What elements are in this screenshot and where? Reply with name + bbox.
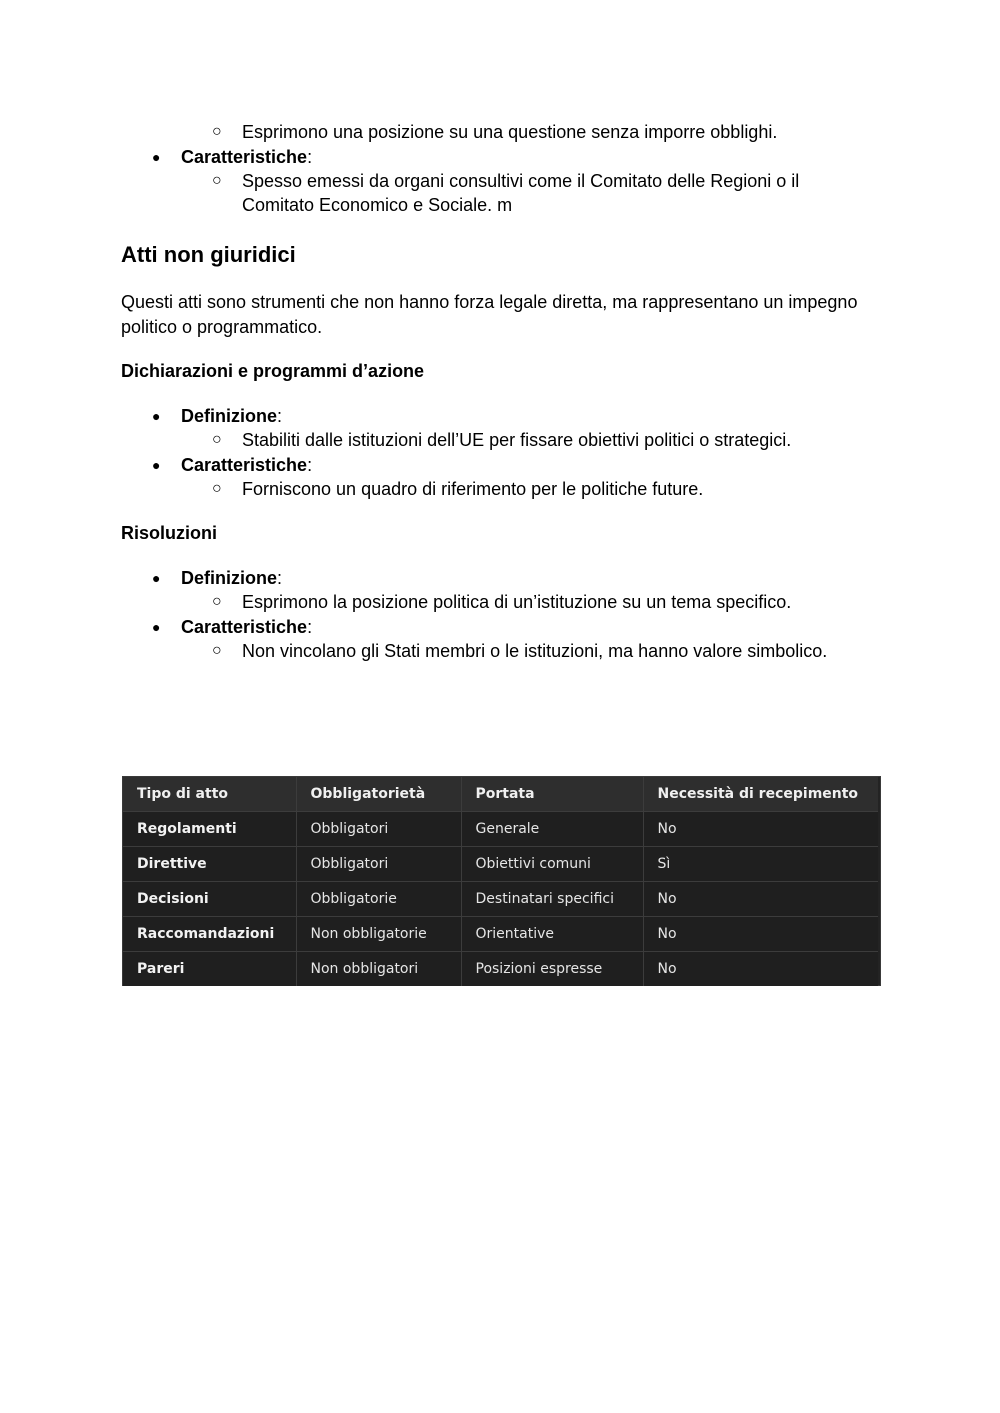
section-heading: Atti non giuridici — [121, 242, 296, 267]
colon: : — [307, 617, 313, 637]
column-header: Tipo di atto — [123, 777, 296, 812]
list-item-label — [181, 615, 312, 639]
table-cell: Obiettivi comuni — [461, 847, 643, 882]
table-cell: Regolamenti — [123, 812, 296, 847]
table-row — [123, 952, 878, 987]
sub-bullet-icon: ○ — [212, 480, 222, 497]
table-cell: Orientative — [461, 917, 643, 952]
list-item-label-text: Caratteristiche — [181, 147, 308, 167]
bullet-icon: ● — [152, 619, 161, 635]
list-item-text: Esprimono la posizione politica di un’istituzione su un tema specifico. — [242, 592, 792, 612]
comparison-table — [123, 777, 878, 986]
list-item-text: Spesso emessi da organi consultivi come il Comitato delle Regioni o il — [242, 171, 800, 191]
bullet-icon: ● — [152, 457, 161, 473]
table-cell: No — [643, 882, 878, 917]
table-header-row — [123, 777, 878, 812]
table-cell: Sì — [643, 847, 878, 882]
list-item-label — [181, 566, 282, 590]
paragraph-line: politico o programmatico. — [121, 317, 323, 337]
table-cell: No — [643, 917, 878, 952]
list-item-label — [181, 404, 282, 428]
column-header: Obbligatorietà — [296, 777, 461, 812]
bullet-icon: ● — [152, 149, 161, 165]
sub-bullet-icon: ○ — [212, 172, 222, 189]
table-row — [123, 812, 878, 847]
colon: : — [277, 568, 283, 588]
list-item-text: Comitato Economico e Sociale. m — [242, 195, 513, 215]
table-cell: Direttive — [123, 847, 296, 882]
table-cell: Non obbligatorie — [296, 917, 461, 952]
colon: : — [307, 455, 313, 475]
list-item-text: Forniscono un quadro di riferimento per le politiche future. — [242, 479, 704, 499]
list-item-text: Esprimono una posizione su una questione senza imporre obblighi. — [242, 122, 778, 142]
table-cell: Non obbligatori — [296, 952, 461, 987]
list-item-label-text: Definizione — [181, 406, 278, 426]
table-cell: Destinatari specifici — [461, 882, 643, 917]
comparison-table-image — [122, 776, 881, 986]
list-item-label-text: Caratteristiche — [181, 455, 308, 475]
subsection-heading: Risoluzioni — [121, 523, 217, 543]
list-item-label — [181, 145, 312, 169]
colon: : — [307, 147, 313, 167]
list-item-label-text: Caratteristiche — [181, 617, 308, 637]
list-item-text: Non vincolano gli Stati membri o le istituzioni, ma hanno valore simbolico. — [242, 641, 828, 661]
bullet-icon: ● — [152, 570, 161, 586]
colon: : — [277, 406, 283, 426]
table-row — [123, 882, 878, 917]
sub-bullet-icon: ○ — [212, 431, 222, 448]
column-header: Necessità di recepimento — [643, 777, 878, 812]
table-cell: Generale — [461, 812, 643, 847]
table-row — [123, 917, 878, 952]
table-cell: Posizioni espresse — [461, 952, 643, 987]
column-header: Portata — [461, 777, 643, 812]
list-item-text: Stabiliti dalle istituzioni dell’UE per fissare obiettivi politici o strategici. — [242, 430, 792, 450]
sub-bullet-icon: ○ — [212, 593, 222, 610]
table-cell: Obbligatori — [296, 812, 461, 847]
table-cell: Pareri — [123, 952, 296, 987]
sub-bullet-icon: ○ — [212, 642, 222, 659]
table-cell: Raccomandazioni — [123, 917, 296, 952]
table-row — [123, 847, 878, 882]
table-cell: Obbligatorie — [296, 882, 461, 917]
list-item-label — [181, 453, 312, 477]
table-cell: Obbligatori — [296, 847, 461, 882]
paragraph-line: Questi atti sono strumenti che non hanno forza legale diretta, ma rappresentano un impegno — [121, 292, 858, 312]
table-cell: Decisioni — [123, 882, 296, 917]
list-item-label-text: Definizione — [181, 568, 278, 588]
bullet-icon: ● — [152, 408, 161, 424]
sub-bullet-icon: ○ — [212, 123, 222, 140]
table-cell: No — [643, 952, 878, 987]
subsection-heading: Dichiarazioni e programmi d’azione — [121, 361, 425, 381]
table-cell: No — [643, 812, 878, 847]
